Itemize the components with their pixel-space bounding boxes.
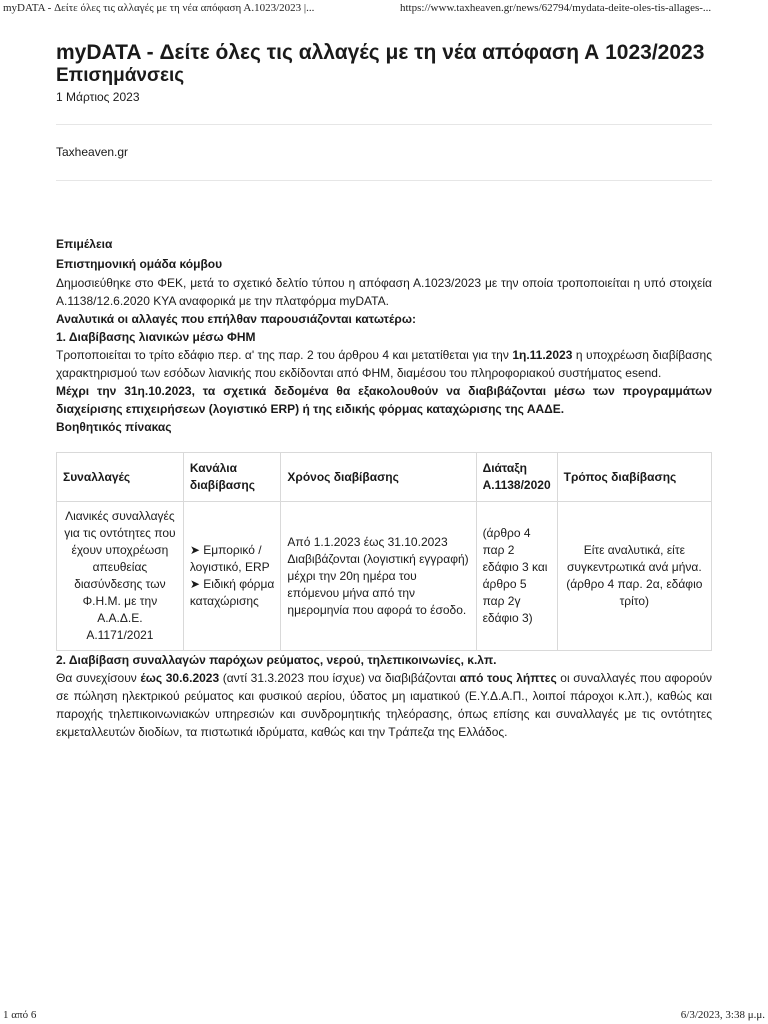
section1-text: Τροποποιείται το τρίτο εδάφιο περ. α' της παρ. 2 του άρθρου 4 και μετατίθεται για την xyxy=(56,348,513,362)
intro-paragraph: Δημοσιεύθηκε στο ΦΕΚ, μετά το σχετικό δελτίο τύπου η απόφαση Α.1023/2023 με την οποία τροποποιείται η υπό στοιχεία Α.1138/12.6.2020 ΚΥΑ αναφορικά με την πλατφόρμα myDATA. xyxy=(56,276,712,308)
info-table xyxy=(56,452,712,651)
editor-name: Επιστημονική ομάδα κόμβου xyxy=(56,257,223,271)
section1-heading: 1. Διαβίβασης λιανικών μέσω ΦΗΜ xyxy=(56,330,256,344)
section2-text-end: οι συναλλαγές που αφορούν σε πώληση ηλεκτρικού ρεύματος και φυσικού αερίου, ύδατος μη ιαματικού (Ε.Υ.Δ.Α.Π., λοιποί πάροχοι κ.λπ.), καθώς και παροχής τηλεπικοινωνιακών υπηρεσιών και συνδρομητικής τηλεόρασης, όπως επίσης και συναλλαγές με τις οντότητες εκμεταλλευτών διοδίων, τα πιστωτικά ιδρύματα, καθώς και την Τράπεζα της Ελλάδος. xyxy=(56,671,713,739)
section1-text-cont: η υποχρέωση διαβίβασης χαρακτηρισμού των εσόδων λιανικής που εκδίδονται από ΦΗΜ, διαμέσου του πληροφοριακού συστήματος esend. xyxy=(56,348,712,380)
section1-paragraph xyxy=(56,346,712,382)
table-cell: (άρθρο 4 παρ 2 εδάφιο 3 και άρθρο 5 παρ 2γ εδάφιο 3) xyxy=(476,502,557,651)
table-header-cell: Χρόνος διαβίβασης xyxy=(281,453,476,502)
section2-text: Θα συνεχίσουν xyxy=(56,671,141,685)
article xyxy=(56,40,712,741)
section2-paragraph xyxy=(56,669,712,741)
table-cell: Λιανικές συναλλαγές για τις οντότητες που έχουν υποχρέωση απευθείας διασύνδεσης των Φ.Η.Μ. με την Α.Α.Δ.Ε. Α.1171/2021 xyxy=(57,502,184,651)
article-date: 1 Μάρτιος 2023 xyxy=(56,90,140,104)
section2-date-highlight: έως 30.6.2023 xyxy=(140,671,220,685)
table-header-cell: Συναλλαγές xyxy=(57,453,184,502)
divider xyxy=(56,124,712,125)
print-header xyxy=(0,0,768,16)
lead-paragraph: Αναλυτικά οι αλλαγές που επήλθαν παρουσιάζονται κατωτέρω: xyxy=(56,312,416,326)
table-cell: ➤ Εμπορικό /λογιστικό, ERP ➤ Ειδική φόρμα καταχώρισης xyxy=(183,502,281,651)
print-footer xyxy=(0,1008,768,1024)
article-subtitle: Επισημάνσεις xyxy=(56,65,185,86)
section2-recipients-highlight: από τους λήπτες xyxy=(459,671,557,685)
print-page-title: myDATA - Δείτε όλες τις αλλαγές με τη νέα απόφαση Α.1023/2023 |... xyxy=(3,2,315,14)
divider xyxy=(56,180,712,181)
print-url: https://www.taxheaven.gr/news/62794/mydata-deite-oles-tis-allages-... xyxy=(400,2,712,14)
table-header-row xyxy=(57,453,712,502)
table-heading: Βοηθητικός πίνακας xyxy=(56,420,172,434)
article-title: myDATA - Δείτε όλες τις αλλαγές με τη νέα απόφαση Α 1023/2023 xyxy=(56,41,705,64)
table-cell: Από 1.1.2023 έως 31.10.2023 Διαβιβάζονται (λογιστική εγγραφή) μέχρι την 20η ημέρα του επόμενου μήνα από την ημερομηνία που αφορά το έσοδο. xyxy=(281,502,476,651)
article-body xyxy=(56,234,712,741)
table-header-cell: Κανάλια διαβίβασης xyxy=(183,453,281,502)
print-page-number: 1 από 6 xyxy=(3,1009,37,1021)
table-header-cell: Τρόπος διαβίβασης xyxy=(557,453,711,502)
editor-label: Επιμέλεια xyxy=(56,237,113,251)
section2-text-cont: (αντί 31.3.2023 που ίσχυε) να διαβιβάζονται xyxy=(219,671,460,685)
print-timestamp: 6/3/2023, 3:38 μ.μ. xyxy=(680,1009,765,1021)
table-header-cell: Διάταξη Α.1138/2020 xyxy=(476,453,557,502)
table-cell: Είτε αναλυτικά, είτε συγκεντρωτικά ανά μήνα. (άρθρο 4 παρ. 2α, εδάφιο τρίτο) xyxy=(557,502,711,651)
table-row xyxy=(57,502,712,651)
article-source: Taxheaven.gr xyxy=(56,145,129,159)
section1-date-highlight: 1η.11.2023 xyxy=(512,348,573,362)
section1-bold-paragraph: Μέχρι την 31η.10.2023, τα σχετικά δεδομένα θα εξακολουθούν να διαβιβάζονται μέσω των προγραμμάτων διαχείρισης επιχειρήσεων (λογιστικό ERP) ή της ειδικής φόρμας καταχώρισης της ΑΑΔΕ. xyxy=(56,384,712,416)
section2-heading: 2. Διαβίβαση συναλλαγών παρόχων ρεύματος, νερού, τηλεπικοινωνίες, κ.λπ. xyxy=(56,653,497,667)
editor-block xyxy=(56,234,712,274)
